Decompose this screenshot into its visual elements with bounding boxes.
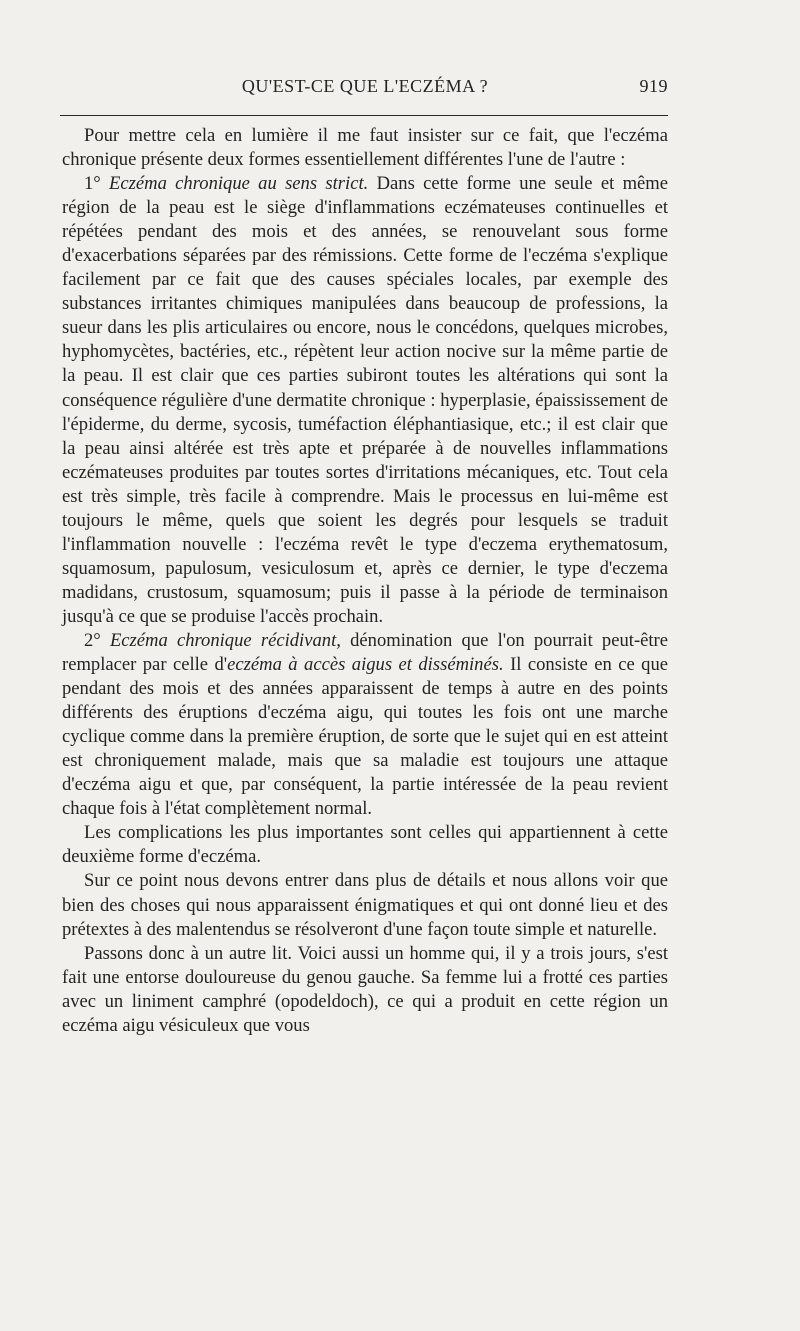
header-rule — [60, 115, 668, 116]
running-title: QU'EST-CE QUE L'ECZÉMA ? — [241, 76, 489, 96]
paragraph-form-two: 2° Eczéma chronique récidivant, dénomination que l'on pourrait peut-être remplacer par celle d'eczéma à accès aigus et disséminés. Il consiste en ce que pendant des mois et des années apparaissent de temps à autre en des points différents des éruptions d'eczéma aigu, qui toutes les fois ont une marche cyclique comme dans la première éruption, de sorte que le sujet qui en est atteint est chroniquement malade, mais que sa maladie est toujours une attaque d'eczéma aigu et que, par conséquent, la partie intéressée de la peau revient chaque fois à l'état complètement normal. — [62, 629, 669, 820]
paragraph-intro: Pour mettre cela en lumière il me faut insister sur ce fait, que l'eczéma chronique présente deux formes essentiellement différentes l'une de l'autre : — [62, 125, 668, 171]
italic-phrase: eczéma à accès aigus et disséminés. — [227, 654, 504, 676]
body-text — [62, 124, 668, 1038]
paragraph-complications: Les complications les plus importantes sont celles qui appartiennent à cette deuxième forme d'eczéma. — [62, 822, 668, 868]
paragraph-form-one: 1° Eczéma chronique au sens strict. Dans cette forme une seule et même région de la peau est le siège d'inflammations eczémateuses continuelles et répétées pendant des mois et des années, se renouvelant sous forme d'exacerbations séparées par des rémissions. Cette forme de l'eczéma s'explique facilement par ce fait que des causes spéciales locales, par exemple des substances irritantes chimiques manipulées dans beaucoup de professions, la sueur dans les plis articulaires ou encore, nous le concédons, quelques microbes, hyphomycètes, bactéries, etc., répètent leur action nocive sur la même partie de la peau. Il est clair que ces parties subiront toutes les altérations qui sont la conséquence régulière d'une dermatite chronique : hyperplasie, épaississement de l'épiderme, du derme, sycosis, tuméfaction éléphantiasique, etc.; il est clair que la peau ainsi altérée est très apte et préparée à de nouvelles inflammations eczémateuses produites par toutes sortes d'irritations mécaniques, etc. Tout cela est très simple, très facile à comprendre. Mais le processus en lui-même est toujours le même, quels que soient les degrés pour lesquels se traduit l'inflammation nouvelle : l'eczéma revêt le type d'eczema erythematosum, squamosum, papulosum, vesiculosum et, après ce dernier, le type d'eczema madidans, crustosum, squamosum; puis il passe à la période de terminaison jusqu'à ce que se produise l'accès prochain. — [62, 173, 669, 627]
list-number: 1° — [84, 173, 101, 195]
page-number: 919 — [639, 76, 668, 96]
list-number: 2° — [84, 629, 101, 651]
paragraph-next-bed: Passons donc à un autre lit. Voici aussi un homme qui, il y a trois jours, s'est fait une entorse douloureuse du genou gauche. Sa femme lui a frotté ces parties avec un liniment camphré (opodeldoch), ce qui a produit en cette région un eczéma aigu vésiculeux que vous — [62, 942, 668, 1036]
section-heading: Eczéma chronique au sens strict. — [109, 173, 369, 195]
paragraph-details: Sur ce point nous devons entrer dans plus de détails et nous allons voir que bien des choses qui nous apparaissent énigmatiques et qui ont donné lieu et des prétextes à des malentendus se résolveront d'une façon toute simple et naturelle. — [62, 870, 668, 940]
section-heading: Eczéma chronique récidivant, — [109, 629, 341, 651]
running-head — [62, 76, 668, 102]
